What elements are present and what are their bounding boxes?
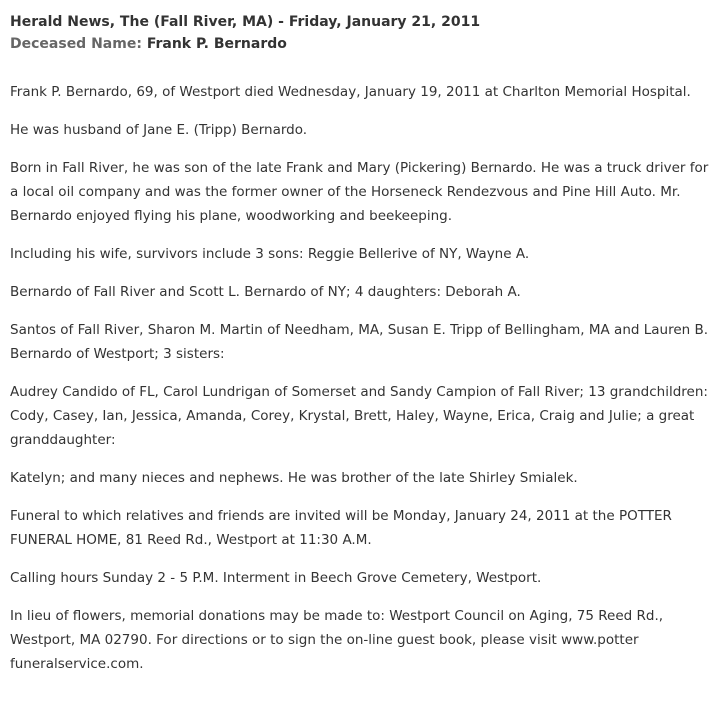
obituary-body — [10, 80, 709, 676]
obituary-header — [10, 11, 709, 55]
paragraph-calling-hours: Calling hours Sunday 2 - 5 P.M. Interment in Beech Grove Cemetery, Westport. — [10, 570, 542, 586]
publication-name: Herald News, The (Fall River, MA) — [10, 14, 274, 30]
headline — [10, 11, 709, 33]
paragraph-biography: Born in Fall River, he was son of the late Frank and Mary (Pickering) Bernardo. He was a truck driver for a local oil company and was the former owner of the Horseneck Rendezvous and Pine Hill Auto. Mr. Bernardo enjoyed flying his plane, woodworking and beekeeping. — [10, 160, 709, 224]
deceased-label: Deceased Name: — [10, 36, 147, 52]
deceased-line — [10, 33, 709, 55]
paragraph-survivors-daughters: Bernardo of Fall River and Scott L. Bernardo of NY; 4 daughters: Deborah A. — [10, 284, 521, 300]
paragraph-funeral: Funeral to which relatives and friends are invited will be Monday, January 24, 2011 at the POTTER FUNERAL HOME, 81 Reed Rd., Westport at 11:30 A.M. — [10, 508, 672, 548]
paragraph-survivors-sons: Including his wife, survivors include 3 sons: Reggie Bellerive of NY, Wayne A. — [10, 246, 530, 262]
paragraph-survivors-sisters: Santos of Fall River, Sharon M. Martin of Needham, MA, Susan E. Tripp of Bellingham, MA and Lauren B. Bernardo of Westport; 3 sisters: — [10, 322, 709, 362]
headline-separator: - — [273, 14, 289, 30]
paragraph-death-notice: Frank P. Bernardo, 69, of Westport died Wednesday, January 19, 2011 at Charlton Memorial Hospital. — [10, 84, 691, 100]
deceased-name: Frank P. Bernardo — [146, 36, 287, 52]
paragraph-donations: In lieu of flowers, memorial donations may be made to: Westport Council on Aging, 75 Reed Rd., Westport, MA 02790. For directions or to sign the on-line guest book, please visit www.potter funeralservice.com. — [10, 608, 664, 672]
publication-date: Friday, January 21, 2011 — [288, 14, 481, 30]
paragraph-grandchildren: Audrey Candido of FL, Carol Lundrigan of Somerset and Sandy Campion of Fall River; 13 grandchildren: Cody, Casey, Ian, Jessica, Amanda, Corey, Krystal, Brett, Haley, Wayne, Erica, Craig and Julie; a great granddaughter: — [10, 384, 708, 448]
paragraph-spouse: He was husband of Jane E. (Tripp) Bernardo. — [10, 122, 308, 138]
paragraph-relatives: Katelyn; and many nieces and nephews. He was brother of the late Shirley Smialek. — [10, 470, 578, 486]
